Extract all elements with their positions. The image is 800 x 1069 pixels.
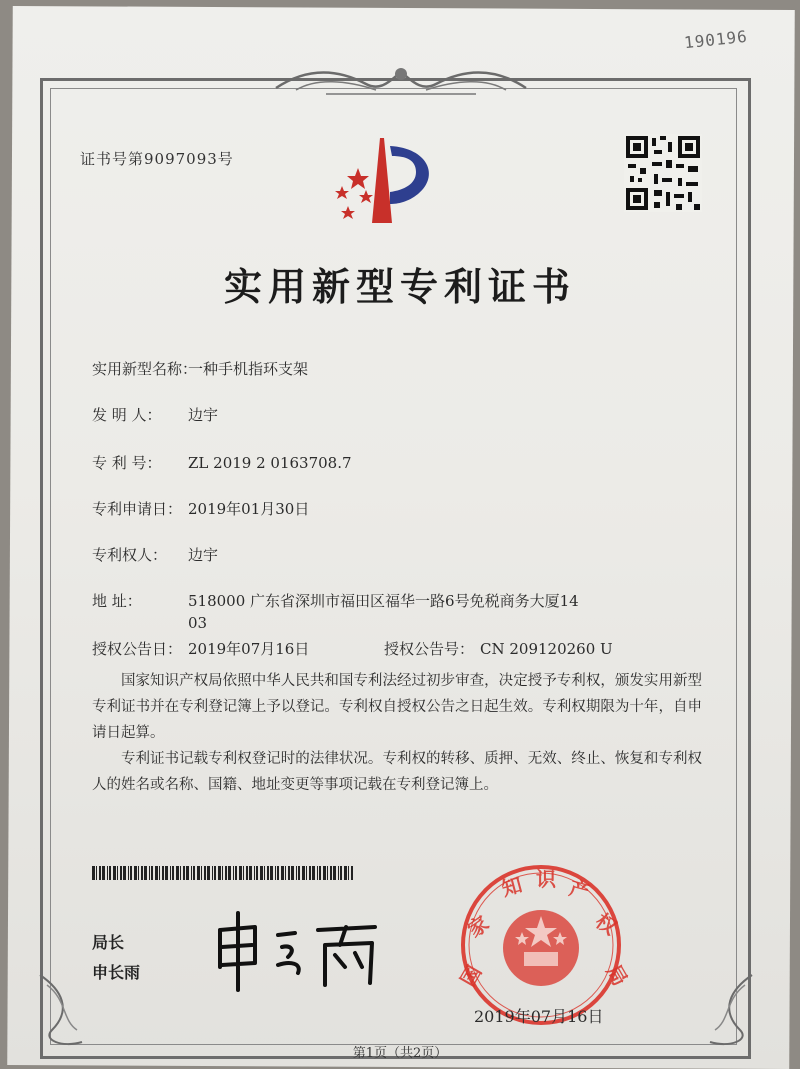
- director-name: 申长雨: [92, 963, 141, 982]
- barcode-bar: [109, 866, 111, 880]
- address-value: [188, 590, 628, 634]
- field-label: 发 明 人：: [92, 406, 162, 424]
- barcode-bar: [128, 866, 129, 880]
- barcode-bar: [302, 866, 305, 880]
- barcode-bar: [107, 866, 108, 880]
- barcode-bar: [222, 866, 223, 880]
- patent-office-logo-icon: [318, 128, 448, 228]
- barcode-bar: [312, 866, 315, 880]
- barcode-bar: [144, 866, 147, 880]
- field-label: 授权公告日：: [92, 640, 183, 658]
- barcode-bar: [141, 866, 143, 880]
- field-label: 专利权人：: [92, 546, 168, 564]
- field-value: 边宇: [188, 406, 219, 424]
- field-value: 边宇: [188, 546, 219, 564]
- field-value: 2019年01月30日: [188, 500, 310, 518]
- barcode-bar: [344, 866, 347, 880]
- field-label: 地 址：: [92, 592, 142, 610]
- barcode-bar: [340, 866, 342, 880]
- barcode-bar: [186, 866, 189, 880]
- field-address: [92, 590, 188, 611]
- barcode-bar: [264, 866, 265, 880]
- corner-ornament-br: [700, 970, 760, 1050]
- barcode-bar: [298, 866, 300, 880]
- barcode-bar: [99, 866, 101, 880]
- barcode-bar: [296, 866, 297, 880]
- field-label: 专利申请日：: [92, 500, 183, 518]
- address-line-1: 518000 广东省深圳市福田区福华一路6号免税商务大厦14: [188, 592, 579, 610]
- barcode-bar: [243, 866, 244, 880]
- field-value: ZL 2019 2 0163708.7: [188, 454, 352, 472]
- barcode-bar: [218, 866, 221, 880]
- barcode-bar: [309, 866, 311, 880]
- field-value: 一种手机指环支架: [188, 360, 309, 378]
- barcode-bar: [176, 866, 179, 880]
- field-patent-number: [92, 452, 352, 473]
- field-filing-date: [92, 498, 309, 519]
- field-announce-date: [92, 638, 309, 659]
- barcode-bar: [225, 866, 227, 880]
- barcode-bar: [317, 866, 318, 880]
- barcode-bar: [330, 866, 332, 880]
- svg-text:家: 家: [463, 910, 494, 943]
- handwritten-note: 190196: [683, 26, 749, 53]
- barcode-bar: [348, 866, 349, 880]
- svg-text:权: 权: [591, 908, 622, 940]
- barcode-bar: [277, 866, 279, 880]
- top-ornament: [266, 60, 536, 100]
- barcode-bar: [113, 866, 116, 880]
- barcode-bar: [207, 866, 210, 880]
- barcode-bar: [228, 866, 231, 880]
- barcode-bar: [117, 866, 118, 880]
- field-label: 授权公告号：: [384, 640, 475, 658]
- barcode-bar: [172, 866, 174, 880]
- svg-text:产: 产: [566, 875, 593, 905]
- barcode-bar: [170, 866, 171, 880]
- director-signature: [200, 905, 390, 995]
- director-title: 局长: [92, 933, 125, 952]
- certificate-number: 证书号第9097093号: [80, 150, 234, 168]
- barcode-bar: [123, 866, 126, 880]
- svg-text:识: 识: [536, 867, 556, 891]
- field-patentee: [92, 544, 218, 565]
- address-line-2: 03: [188, 614, 208, 632]
- barcode-bar: [338, 866, 339, 880]
- barcode-bar: [204, 866, 206, 880]
- barcode-bar: [193, 866, 195, 880]
- barcode-bar: [155, 866, 158, 880]
- paragraph-grant: 国家知识产权局依照中华人民共和国专利法经过初步审查，决定授予专利权，颁发实用新型专利证书并在专利登记簿上予以登记。专利权自授权公告之日起生效。专利权期限为十年，自申请日起算。: [92, 673, 702, 741]
- svg-text:知: 知: [499, 872, 525, 901]
- barcode-bar: [130, 866, 132, 880]
- barcode-bar: [323, 866, 326, 880]
- svg-text:局: 局: [601, 960, 633, 990]
- barcode-bar: [180, 866, 181, 880]
- barcode-bar: [239, 866, 242, 880]
- field-label: 专 利 号：: [92, 454, 162, 472]
- barcode-bar: [138, 866, 139, 880]
- barcode-bar: [306, 866, 307, 880]
- barcode-bar: [212, 866, 213, 880]
- barcode-bar: [281, 866, 284, 880]
- barcode-bar: [327, 866, 328, 880]
- barcode-bar: [270, 866, 273, 880]
- barcode-bar: [191, 866, 192, 880]
- barcode-bar: [159, 866, 160, 880]
- field-inventor: [92, 404, 218, 425]
- barcode-bar: [291, 866, 294, 880]
- paragraph-legal-status: 专利证书记载专利权登记时的法律状况。专利权的转移、质押、无效、终止、恢复和专利权人的姓名或名称、国籍、地址变更等事项记载在专利登记簿上。: [92, 751, 702, 793]
- barcode-bar: [246, 866, 248, 880]
- barcode-bar: [96, 866, 97, 880]
- barcode-bar: [235, 866, 237, 880]
- barcode-bar: [165, 866, 168, 880]
- barcode-bar: [256, 866, 258, 880]
- barcode-bar: [120, 866, 122, 880]
- qr-code: [624, 134, 702, 212]
- barcode-bar: [201, 866, 202, 880]
- barcode-bar: [333, 866, 336, 880]
- field-value: CN 209120260 U: [480, 640, 613, 658]
- field-announce-number: [384, 638, 613, 659]
- svg-text:国: 国: [455, 961, 487, 991]
- barcode-bar: [275, 866, 276, 880]
- barcode-bar: [162, 866, 164, 880]
- barcode-bar: [151, 866, 153, 880]
- barcode-bar: [183, 866, 185, 880]
- barcode-bar: [214, 866, 216, 880]
- issue-date: 2019年07月16日: [474, 1007, 604, 1026]
- barcode-bar: [288, 866, 290, 880]
- barcode-bar: [197, 866, 200, 880]
- field-utility-model-name: [92, 358, 308, 379]
- barcode-bar: [319, 866, 321, 880]
- field-value: 2019年07月16日: [188, 640, 310, 658]
- certificate-title: 实用新型专利证书: [223, 265, 576, 309]
- corner-ornament-bl: [32, 970, 92, 1050]
- barcode-bar: [285, 866, 286, 880]
- barcode-bar: [149, 866, 150, 880]
- page-number: 第1页（共2页）: [352, 1046, 448, 1061]
- barcode-bar: [267, 866, 269, 880]
- barcode-bar: [233, 866, 234, 880]
- barcode: [92, 866, 358, 880]
- barcode-bar: [351, 866, 353, 880]
- barcode-bar: [102, 866, 105, 880]
- barcode-bar: [134, 866, 137, 880]
- barcode-bar: [249, 866, 252, 880]
- barcode-bar: [260, 866, 263, 880]
- barcode-bar: [92, 866, 95, 880]
- field-label: 实用新型名称：: [92, 360, 198, 378]
- barcode-bar: [254, 866, 255, 880]
